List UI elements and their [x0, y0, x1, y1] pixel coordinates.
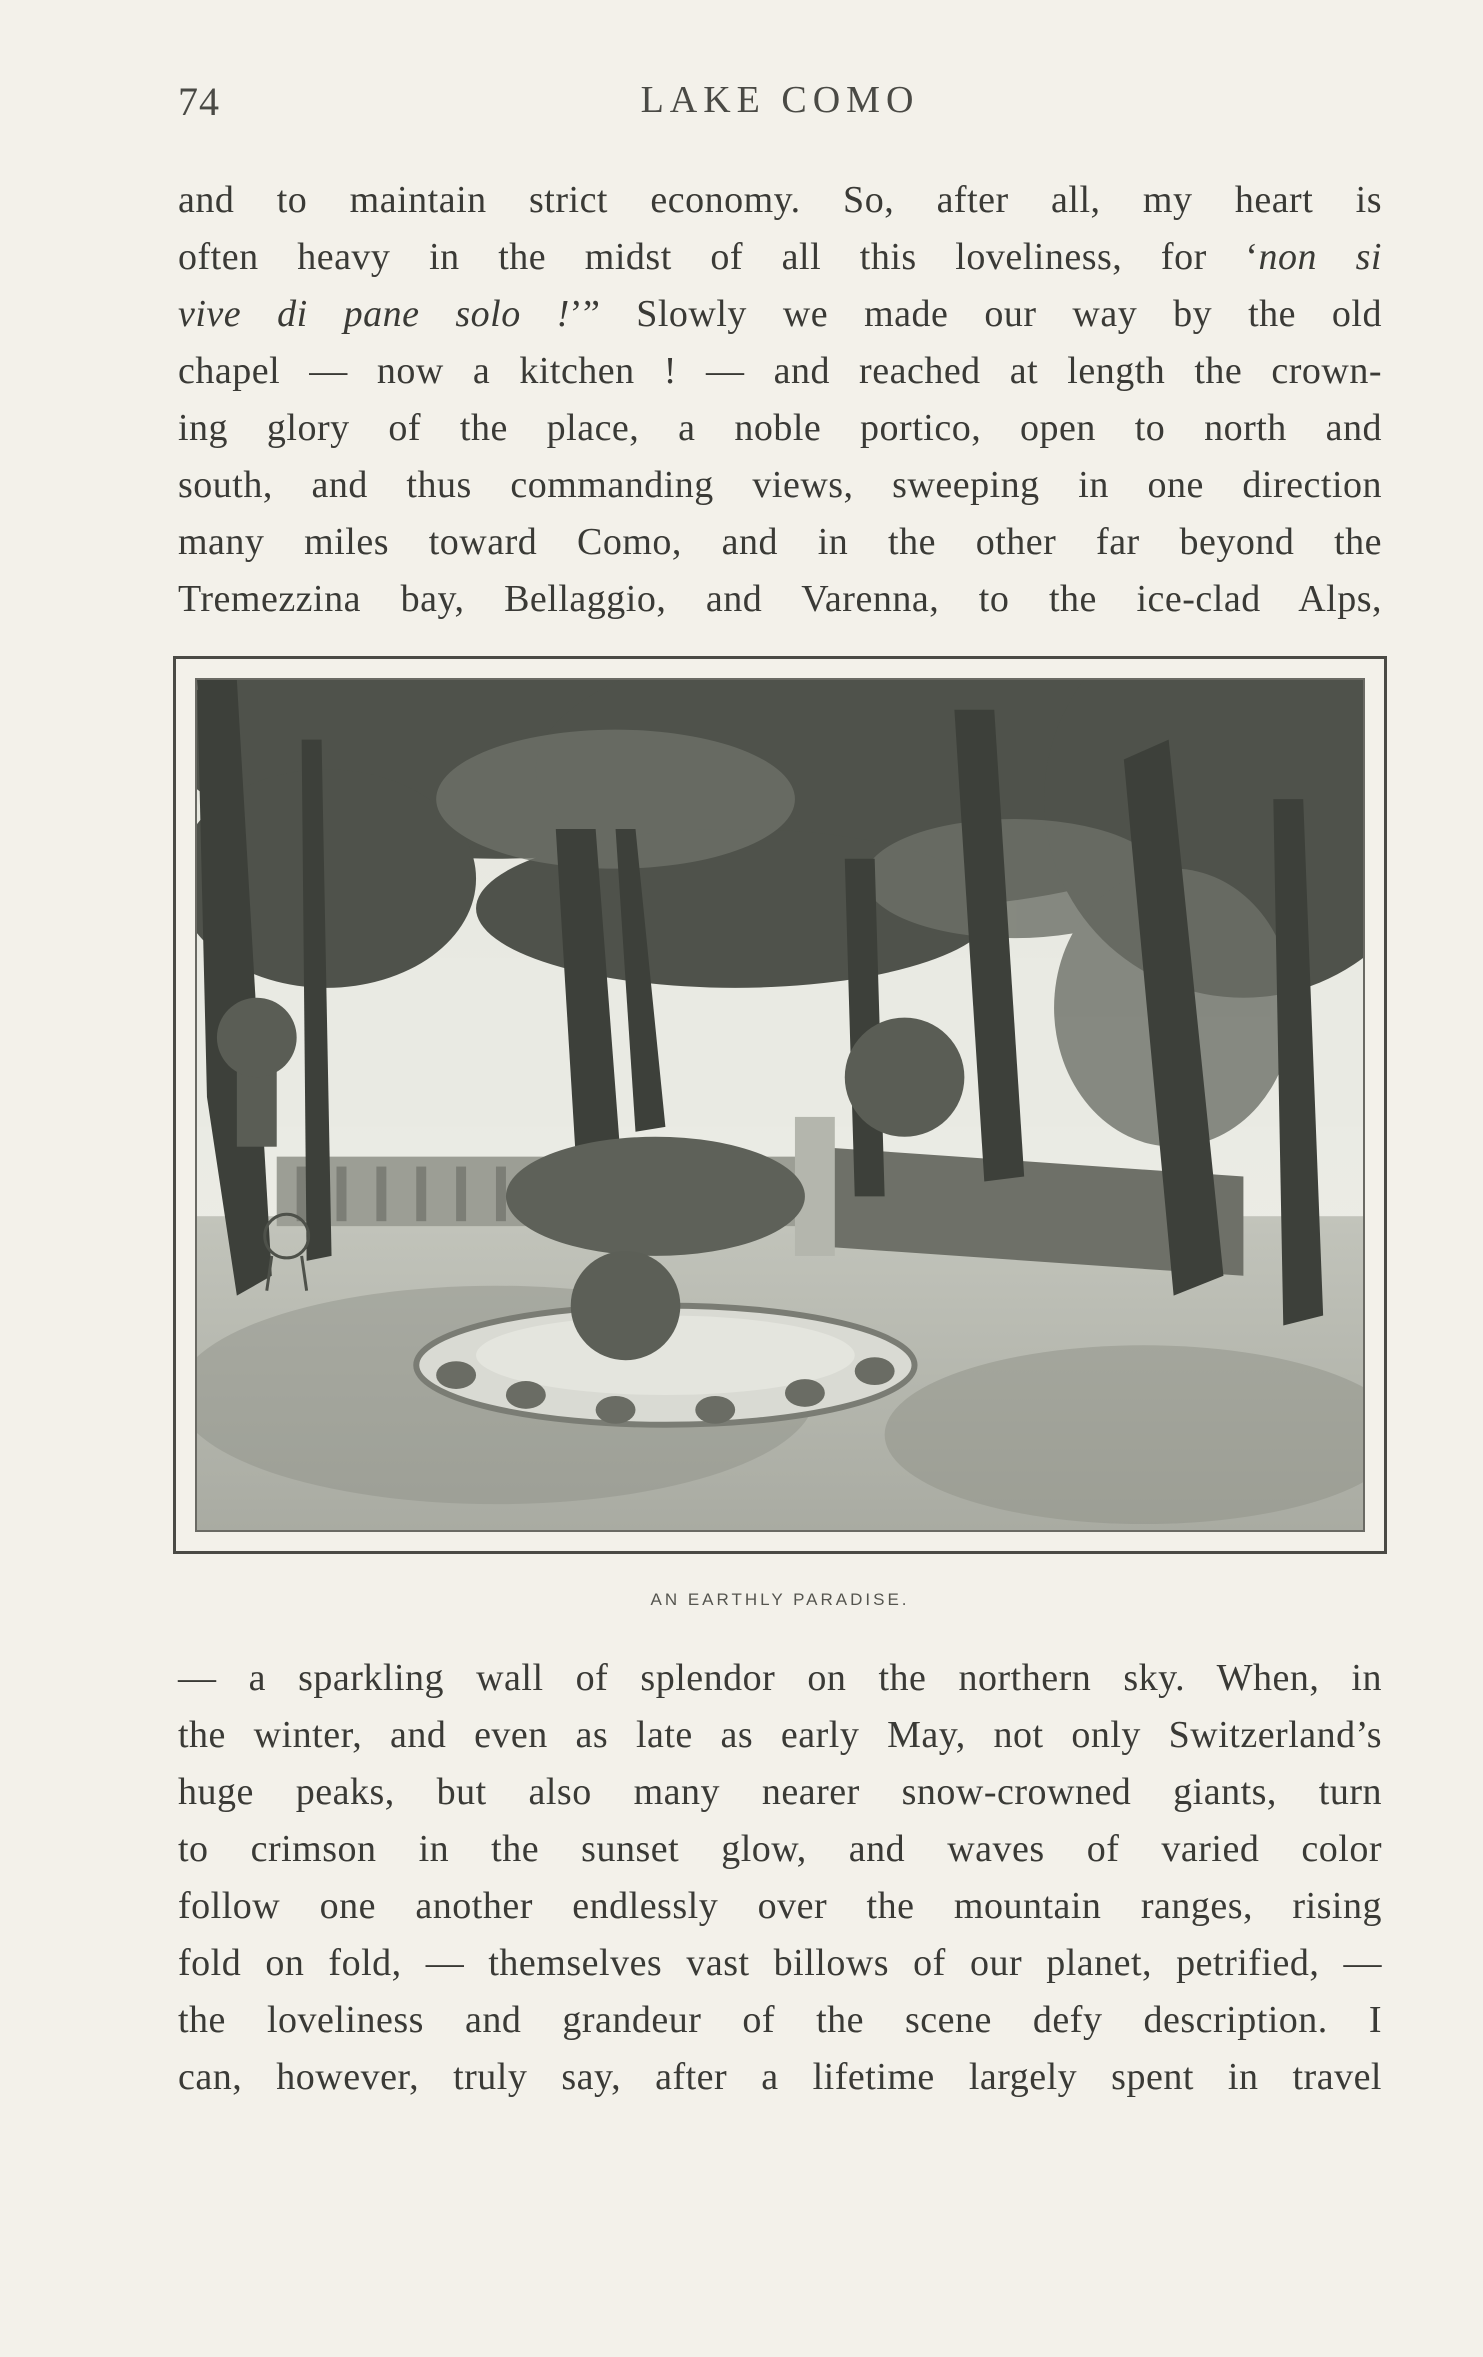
text-line: ing glory of the place, a noble portico, open to north and	[178, 407, 1382, 449]
text-line: Tremezzina bay, Bellaggio, and Varenna, to the ice-clad Alps,	[178, 578, 1382, 620]
running-head	[178, 78, 1382, 138]
book-title: LAKE COMO	[640, 79, 920, 121]
text-line: follow one another endlessly over the mountain ranges, rising	[178, 1885, 1382, 1927]
page-number: 74	[178, 79, 220, 124]
text-line: vive di pane solo !’” Slowly we made our way by the old	[178, 293, 1382, 335]
text-line: often heavy in the midst of all this loveliness, for ‘non si	[178, 236, 1382, 278]
text-line: the loveliness and grandeur of the scene defy description. I	[178, 1999, 1382, 2041]
garden-photo-illustration	[197, 680, 1363, 1530]
text-line: huge peaks, but also many nearer snow-crowned giants, turn	[178, 1771, 1382, 1813]
text-line: to crimson in the sunset glow, and waves of varied color	[178, 1828, 1382, 1870]
text-line: fold on fold, — themselves vast billows of our planet, petrified, —	[178, 1942, 1382, 1984]
garden-photograph	[195, 678, 1365, 1532]
text-line: many miles toward Como, and in the other far beyond the	[178, 521, 1382, 563]
body-text-bottom	[178, 1650, 1382, 2106]
text-line: the winter, and even as late as early May, not only Switzerland’s	[178, 1714, 1382, 1756]
text-line: chapel — now a kitchen ! — and reached at length the crown-	[178, 350, 1382, 392]
text-line: south, and thus commanding views, sweeping in one direction	[178, 464, 1382, 506]
body-text-top	[178, 172, 1382, 628]
photo-plate	[173, 656, 1387, 1554]
text-line: and to maintain strict economy. So, after all, my heart is	[178, 179, 1382, 221]
text-line: can, however, truly say, after a lifetime largely spent in travel	[178, 2056, 1382, 2098]
text-line: — a sparkling wall of splendor on the northern sky. When, in	[178, 1657, 1382, 1699]
plate-caption: AN EARTHLY PARADISE.	[650, 1590, 910, 1609]
